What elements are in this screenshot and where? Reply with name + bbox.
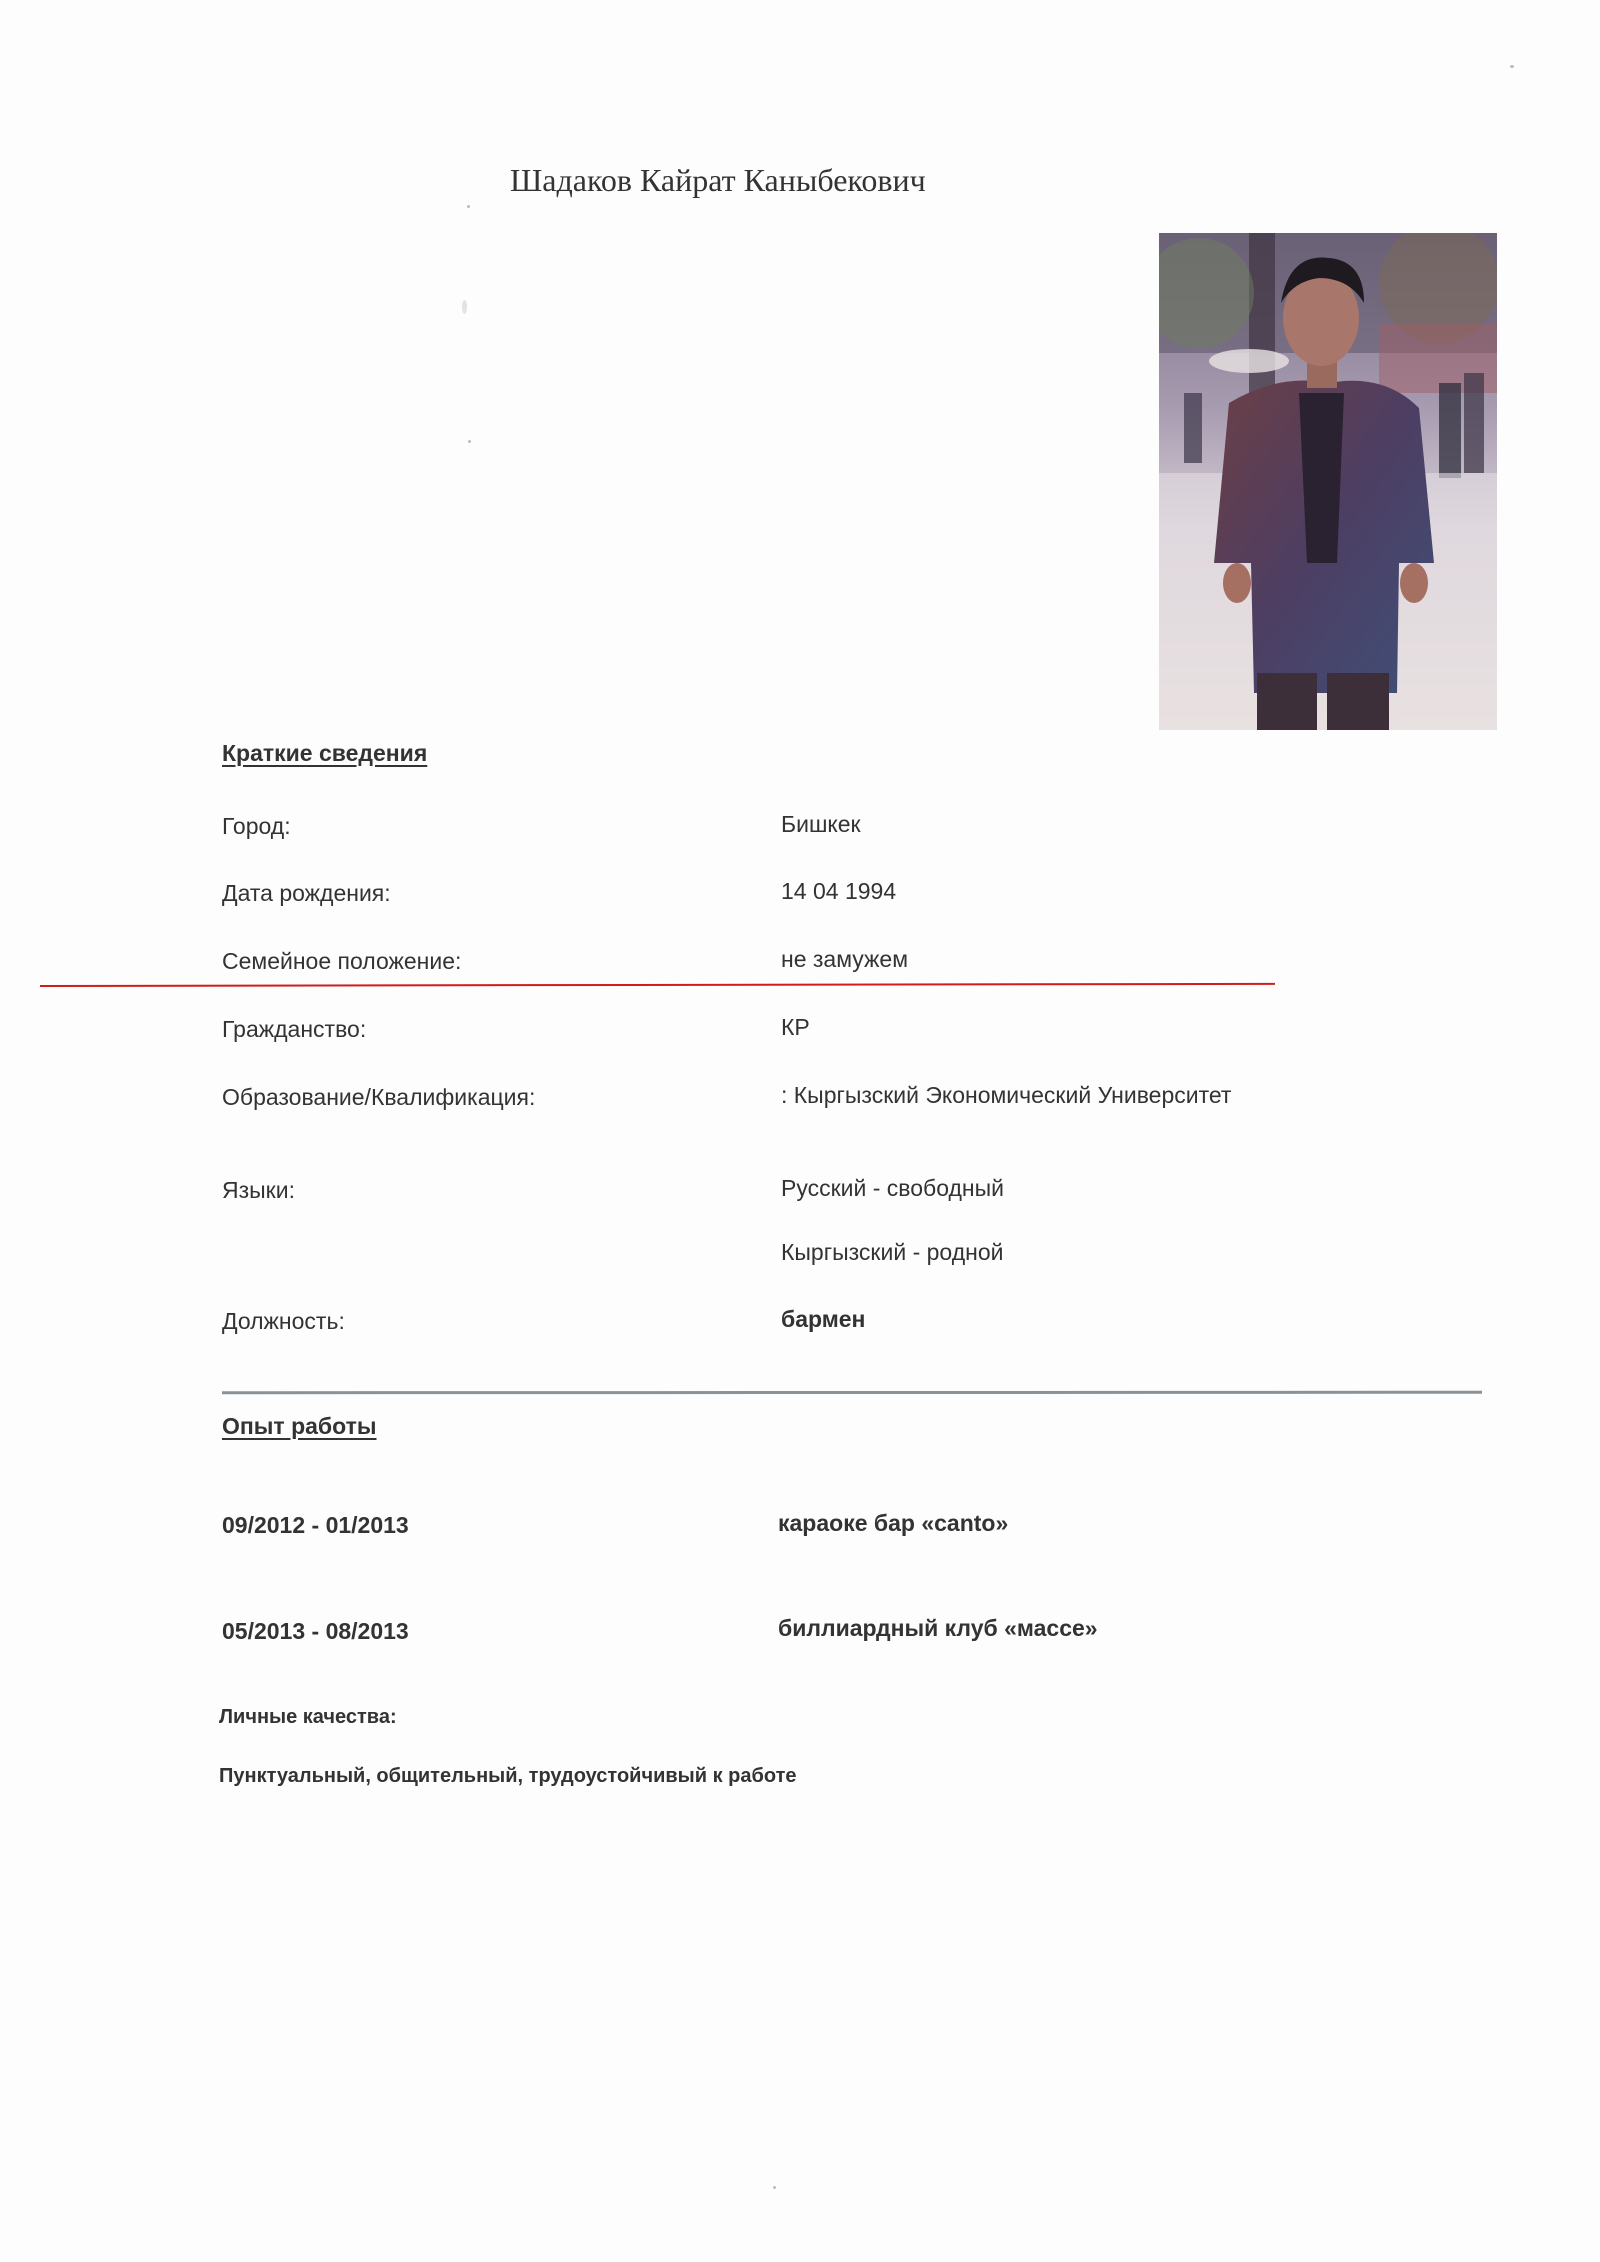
candidate-photo — [1159, 233, 1497, 730]
languages-label: Языки: — [222, 1177, 295, 1203]
experience-heading: Опыт работы — [222, 1413, 377, 1439]
citizenship-value: КР — [781, 1014, 810, 1040]
scan-speck — [462, 300, 467, 314]
city-label: Город: — [222, 813, 291, 839]
summary-heading: Краткие сведения — [222, 740, 428, 766]
birthdate-label: Дата рождения: — [222, 880, 391, 906]
scan-speck — [1510, 65, 1514, 68]
education-label: Образование/Квалификация: — [222, 1084, 536, 1110]
red-annotation-line — [40, 983, 1275, 987]
citizenship-label: Гражданство: — [222, 1016, 367, 1042]
qualities-text: Пунктуальный, общительный, трудоустойчивый к работе — [219, 1765, 797, 1787]
job-1-place: караоке бар «canto» — [778, 1510, 1009, 1536]
position-label: Должность: — [222, 1308, 345, 1334]
marital-status-label: Семейное положение: — [222, 948, 462, 974]
marital-status-value: не замужем — [781, 946, 909, 972]
scan-speck — [467, 205, 470, 208]
scan-speck — [468, 440, 471, 443]
qualities-heading: Личные качества: — [219, 1706, 397, 1728]
position-value: бармен — [781, 1306, 866, 1332]
birthdate-value: 14 04 1994 — [781, 878, 897, 904]
candidate-name: Шадаков Кайрат Каныбекович — [510, 162, 926, 198]
section-divider — [222, 1391, 1482, 1394]
language-russian: Русский - свободный — [781, 1175, 1004, 1201]
language-kyrgyz: Кыргызский - родной — [781, 1239, 1004, 1265]
job-2-period: 05/2013 - 08/2013 — [222, 1618, 409, 1644]
job-2-place: биллиардный клуб «массе» — [778, 1615, 1098, 1641]
city-value: Бишкек — [781, 811, 861, 837]
education-value: : Кыргызский Экономический Университет — [781, 1082, 1232, 1108]
scan-speck — [773, 2186, 776, 2189]
job-1-period: 09/2012 - 01/2013 — [222, 1512, 409, 1538]
